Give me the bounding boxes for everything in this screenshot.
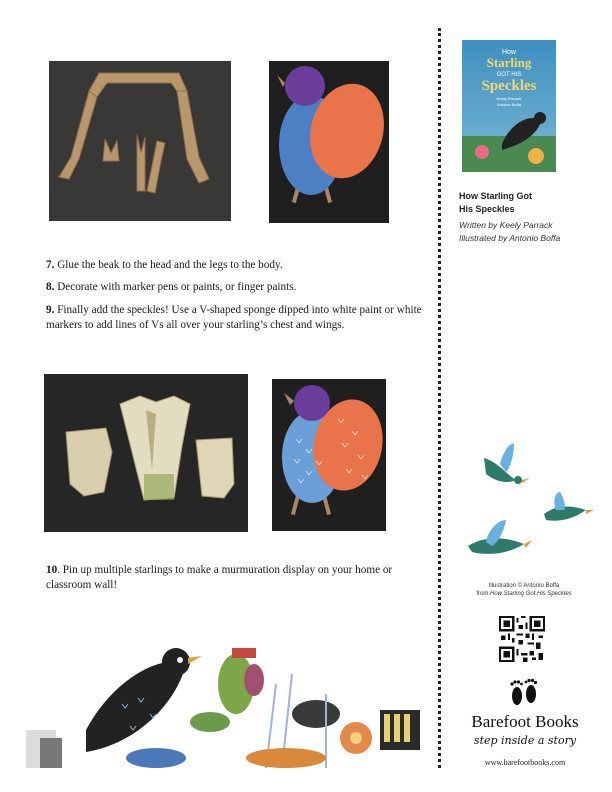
book-author: Written by Keely Parrack — [459, 220, 553, 230]
brand-url-link[interactable]: www.barefootbooks.com — [484, 758, 566, 767]
step-number: 10 — [46, 564, 58, 576]
svg-text:How: How — [501, 49, 517, 56]
book-title — [459, 190, 599, 216]
step-9 — [46, 303, 426, 333]
step-text: Decorate with marker pens or paints, or finger paints. — [54, 281, 297, 293]
cover-illustrator: Antonio Boffa — [497, 102, 521, 107]
book-illustrator: Illustrated by Antonio Boffa — [459, 233, 561, 243]
illustration-credit-line-1: Illustration © Antonio Boffa — [488, 583, 560, 589]
dotted-divider — [438, 28, 441, 768]
svg-text:GOT HIS: GOT HIS — [496, 72, 522, 78]
brand-name: Barefoot Books — [471, 712, 579, 731]
photo-sponges — [44, 374, 248, 532]
book-title-line-1: How Starling Got — [459, 191, 532, 201]
book-title-line-2: His Speckles — [459, 204, 515, 214]
starling-garden-illustration — [26, 634, 426, 768]
step-7 — [46, 258, 426, 273]
illustration-credit — [462, 582, 586, 598]
qr-code[interactable] — [499, 616, 545, 662]
illustration-credit-line-2: from How Starling Got His Speckles — [476, 591, 572, 597]
step-number: 8. — [46, 281, 55, 293]
step-number: 7. — [46, 259, 55, 271]
photo-paper-starling — [269, 61, 389, 223]
photo-cardboard-strips — [49, 61, 231, 221]
photo-speckled-starling — [272, 379, 386, 531]
footprints-logo-icon — [506, 678, 542, 708]
illustration-credit-title: How Starling Got His Speckles — [489, 591, 572, 597]
brand-tagline: step inside a story — [473, 734, 577, 747]
svg-text:Speckles: Speckles — [481, 78, 537, 94]
cover-author: Keely Parrack — [496, 96, 522, 101]
step-text: Finally add the speckles! Use a V-shaped sponge dipped into white paint or white markers to add lines of Vs all over your starling’s chest and wings. — [46, 304, 422, 331]
flying-birds-illustration — [464, 440, 596, 562]
book-cover — [462, 40, 556, 172]
step-text: Glue the beak to the head and the legs to the body. — [54, 259, 283, 271]
svg-text:Starling: Starling — [486, 55, 532, 70]
step-8 — [46, 280, 426, 295]
step-10 — [46, 563, 426, 593]
step-number: 9. — [46, 304, 55, 316]
step-text: . Pin up multiple starlings to make a murmuration display on your home or classroom wall! — [46, 564, 393, 591]
